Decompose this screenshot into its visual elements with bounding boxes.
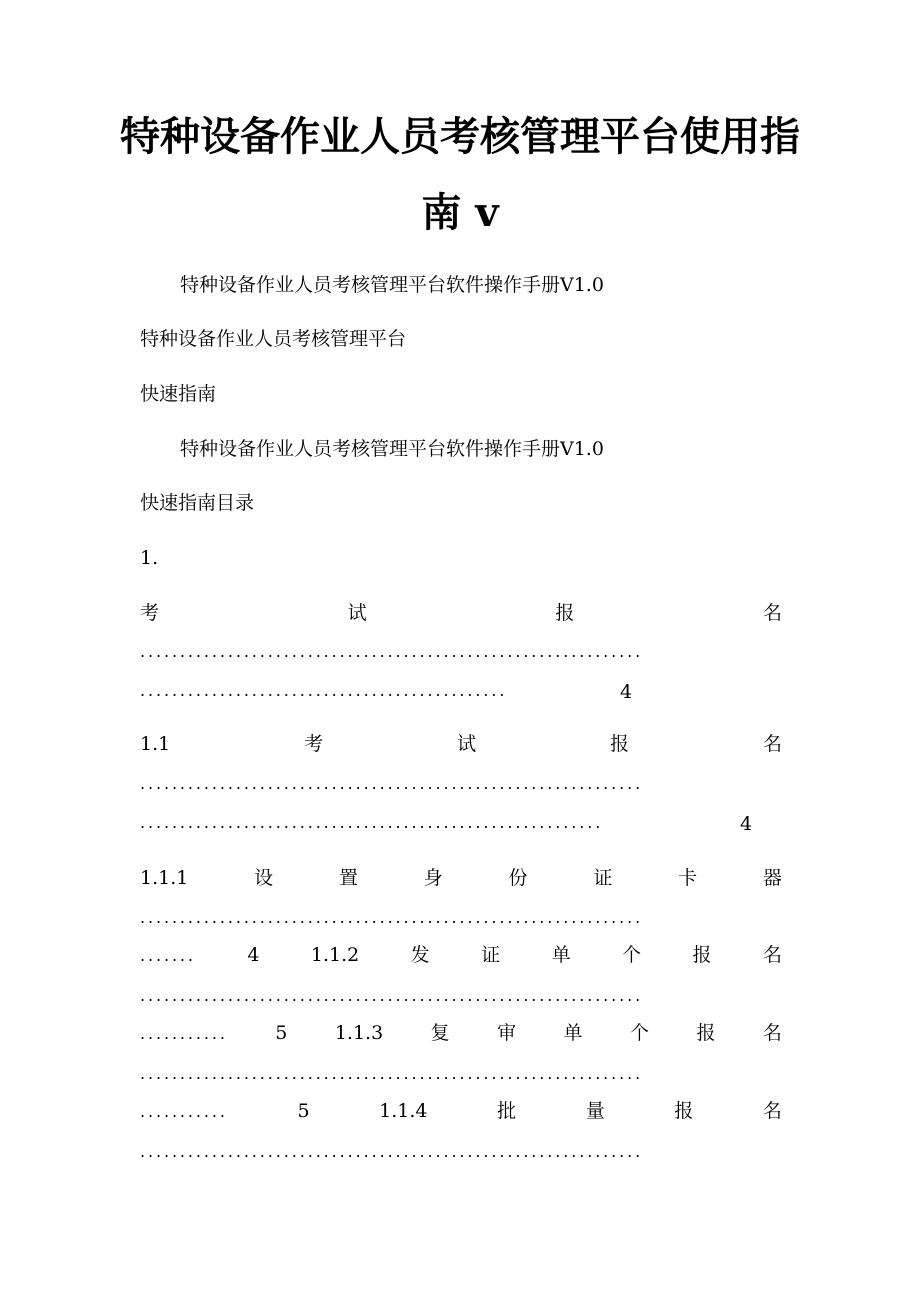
toc-char: 名 (762, 944, 782, 966)
toc-entry-1-number: 1. (140, 547, 159, 569)
toc-char: 报 (674, 1100, 694, 1122)
toc-char: 考 (304, 733, 324, 755)
toc-entry-1-1-3-page: 5 (297, 1100, 310, 1122)
toc-char: 份 (508, 867, 528, 889)
toc-char: 审 (497, 1022, 517, 1044)
toc-entry-1-1-number: 1.1 (140, 733, 171, 755)
toc-entry-1-title (140, 604, 782, 623)
toc-char: 个 (629, 1022, 649, 1044)
document-title-line-1: 特种设备作业人员考核管理平台使用指 (120, 113, 800, 160)
toc-entry-1-1-2 (140, 946, 782, 965)
toc-leader: ............................................................... (140, 988, 644, 1004)
toc-char: 单 (563, 1022, 583, 1044)
toc-char: 名 (762, 1022, 782, 1044)
toc-char: 量 (585, 1100, 605, 1122)
document-title-line-2: 南 v (421, 189, 499, 236)
toc-char: 试 (347, 602, 367, 624)
toc-entry-1-1-1-page: 4 (247, 944, 260, 966)
toc-char: 名 (762, 602, 782, 624)
toc-char: 器 (762, 867, 782, 889)
toc-char: 名 (762, 1100, 782, 1122)
toc-leader: .......................................................... (140, 815, 604, 831)
toc-entry-1-1-3 (140, 1024, 782, 1043)
toc-entry-1-1-3-number: 1.1.3 (334, 1022, 384, 1044)
toc-char: 报 (692, 944, 712, 966)
toc-entry-1-1-1-number: 1.1.1 (140, 867, 189, 889)
toc-entry-1-1-4-number: 1.1.4 (379, 1100, 428, 1122)
toc-entry-1-1-1 (140, 869, 782, 888)
toc-char: 批 (497, 1100, 517, 1122)
toc-entry-1-page: 4 (620, 681, 633, 703)
toc-leader: ............................................................... (140, 910, 644, 926)
toc-char: 证 (593, 867, 613, 889)
toc-char: 单 (551, 944, 571, 966)
toc-leader: .............................................. (140, 683, 508, 699)
manual-title: 特种设备作业人员考核管理平台软件操作手册V1.0 (180, 274, 604, 296)
toc-leader: ........... (140, 1024, 228, 1043)
toc-entry-1-1-2-page: 5 (275, 1022, 288, 1044)
toc-entry-1-1 (140, 735, 782, 754)
toc-char: 报 (555, 602, 575, 624)
toc-char: 卡 (678, 867, 698, 889)
toc-leader: ............................................................... (140, 776, 644, 792)
toc-entry-1-1-2-number: 1.1.2 (310, 944, 360, 966)
toc-char: 置 (338, 867, 358, 889)
toc-leader: ............................................................... (140, 644, 644, 660)
toc-char: 设 (254, 867, 274, 889)
toc-leader: ........... (140, 1102, 228, 1121)
toc-char: 证 (481, 944, 501, 966)
toc-char: 名 (762, 733, 782, 755)
manual-title-repeat: 特种设备作业人员考核管理平台软件操作手册V1.0 (180, 438, 604, 460)
toc-char: 复 (430, 1022, 450, 1044)
toc-char: 考 (140, 602, 160, 624)
quick-guide-heading: 快速指南 (140, 383, 217, 405)
toc-char: 身 (423, 867, 443, 889)
toc-char: 报 (696, 1022, 716, 1044)
toc-leader: ....... (140, 946, 196, 965)
toc-entry-1-1-4 (140, 1102, 782, 1121)
toc-char: 试 (457, 733, 477, 755)
toc-entry-1-1-page: 4 (740, 813, 753, 835)
toc-leader: ............................................................... (140, 1144, 644, 1160)
toc-leader: ............................................................... (140, 1066, 644, 1082)
platform-name: 特种设备作业人员考核管理平台 (140, 328, 407, 350)
toc-char: 个 (622, 944, 642, 966)
toc-title: 快速指南目录 (140, 492, 255, 514)
toc-char: 报 (610, 733, 630, 755)
toc-char: 发 (410, 944, 430, 966)
